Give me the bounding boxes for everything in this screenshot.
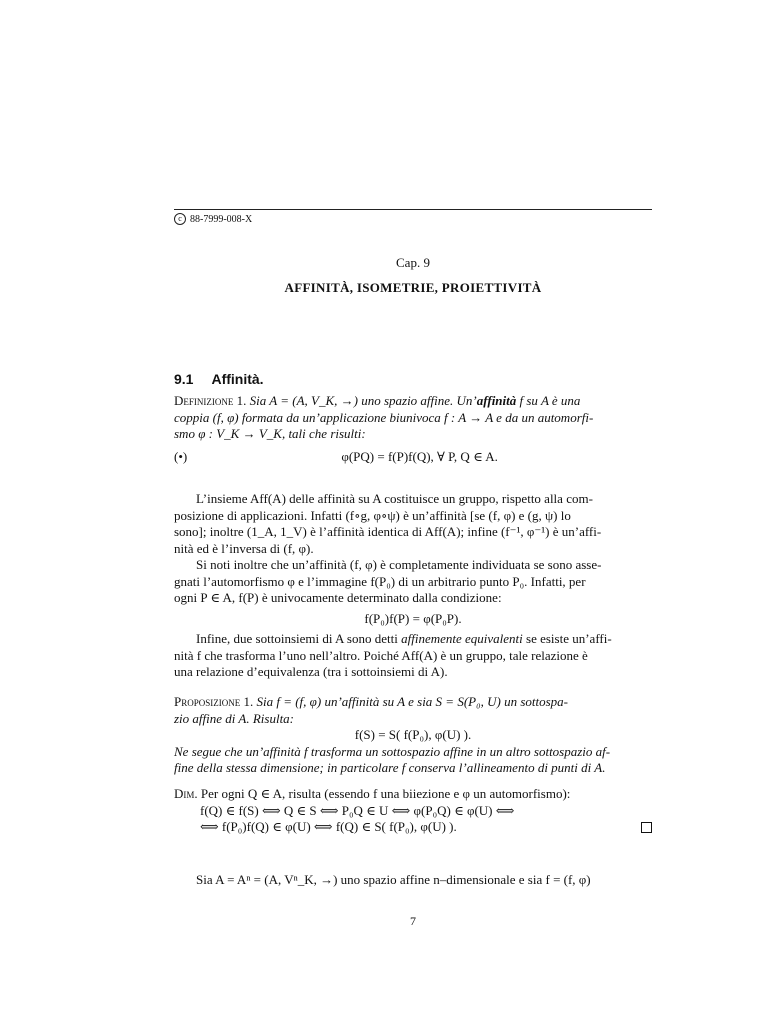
proposition-equation: f(S) = S( f(P₀), φ(U) ).	[354, 727, 472, 742]
isbn: 88-7999-008-X	[190, 213, 253, 225]
proof-line-1: Per ogni Q ∈ A, risulta (essendo f una biiezione e φ un automorfismo):	[200, 786, 571, 801]
section-number: 9.1	[174, 371, 194, 387]
equation-tag: (•)	[174, 448, 188, 464]
para1-line-4: nità ed è l’inversa di (f, φ).	[174, 540, 314, 556]
proof-block	[174, 786, 652, 836]
para1-line-1: L’insieme Aff(A) delle affinità su A costituisce un gruppo, rispetto alla com-	[196, 491, 593, 506]
proof-line-3-row	[174, 819, 652, 836]
para3-line-1a: Infine, due sottoinsiemi di A sono detti	[196, 631, 402, 646]
proposition-line-4: fine della stessa dimensione; in particolare f conserva l’allineamento di punti di A.	[174, 760, 606, 775]
definition-line-3: smo φ : V_K → V_K, tali che risulti:	[174, 426, 366, 441]
proof-line-3: ⟺ f(P₀)f(Q) ∈ φ(U) ⟺ f(Q) ∈ S( f(P₀), φ(U) ).	[200, 819, 457, 834]
chapter-title: AFFINITÀ, ISOMETRIE, PROIETTIVITÀ	[284, 280, 542, 295]
proposition-label: Proposizione 1.	[174, 694, 254, 709]
proposition-block	[174, 694, 652, 777]
definition-equation-row	[174, 449, 652, 466]
proposition-line-2: zio affine di A. Risulta:	[174, 710, 295, 726]
definition-line-1b: f su A è una	[516, 393, 581, 408]
definition-line-1: Sia A = (A, V_K, →) uno spazio affine. Un’	[249, 393, 477, 408]
definition-term: affinità	[476, 393, 517, 408]
para3-term: affinemente equivalenti	[401, 631, 523, 646]
para2-line-2: gnati l’automorfismo φ e l’immagine f(P₀) di un arbitrario punto P₀. Infatti, per	[174, 573, 586, 589]
section-title: Affinità.	[211, 371, 264, 387]
para2-equation: f(P₀)f(P) = φ(P₀P).	[364, 610, 462, 626]
page-number: 7	[410, 914, 416, 928]
chapter-number: Cap. 9	[396, 255, 430, 270]
para2-line-1: Si noti inoltre che un’affinità (f, φ) è completamente individuata se sono asse-	[196, 557, 602, 572]
definition-block	[174, 393, 652, 465]
proof-line-2: f(Q) ∈ f(S) ⟺ Q ∈ S ⟺ P₀Q ∈ U ⟺ φ(P₀Q) ∈ φ(U) ⟺	[200, 802, 515, 818]
proposition-line-1: Sia f = (f, φ) un’affinità su A e sia S = S(P₀, U) un sottospa-	[256, 694, 569, 709]
definition-line-2: coppia (f, φ) formata da un’applicazione biunivoca f : A → A e da un automorfi-	[174, 409, 594, 425]
para1-line-2: posizione di applicazioni. Infatti (f∘g, φ∘ψ) è un’affinità [se (f, φ) e (g, ψ) lo	[174, 507, 571, 523]
definition-equation: φ(PQ) = f(P)f(Q), ∀ P, Q ∈ A.	[341, 448, 498, 464]
section-heading	[174, 371, 264, 387]
proposition-line-3: Ne segue che un’affinità f trasforma un sottospazio affine in un altro sottospazio af-	[174, 743, 611, 759]
paragraph-group	[174, 491, 652, 681]
last-line: Sia A = Aⁿ = (A, Vⁿ_K, →) uno spazio affine n–dimensionale e sia f = (f, φ)	[196, 872, 591, 887]
para3-line-1b: se esiste un’affi-	[522, 631, 612, 646]
para3-line-2: nità f che trasforma l’uno nell’altro. Poiché Aff(A) è un gruppo, tale relazione è	[174, 647, 588, 663]
para1-line-3: sono]; inoltre (1_A, 1_V) è l’affinità identica di Aff(A); infine (f⁻¹, φ⁻¹) è un’affi-	[174, 524, 602, 539]
copyright-icon: c	[174, 213, 186, 225]
para3-line-3: una relazione d’equivalenza (tra i sottoinsiemi di A).	[174, 664, 448, 679]
page-header	[174, 209, 652, 225]
definition-label: Definizione 1.	[174, 393, 247, 408]
para2-line-3: ogni P ∈ A, f(P) è univocamente determinato dalla condizione:	[174, 590, 502, 605]
qed-square-icon	[641, 822, 652, 833]
proof-label: Dim.	[174, 786, 198, 801]
